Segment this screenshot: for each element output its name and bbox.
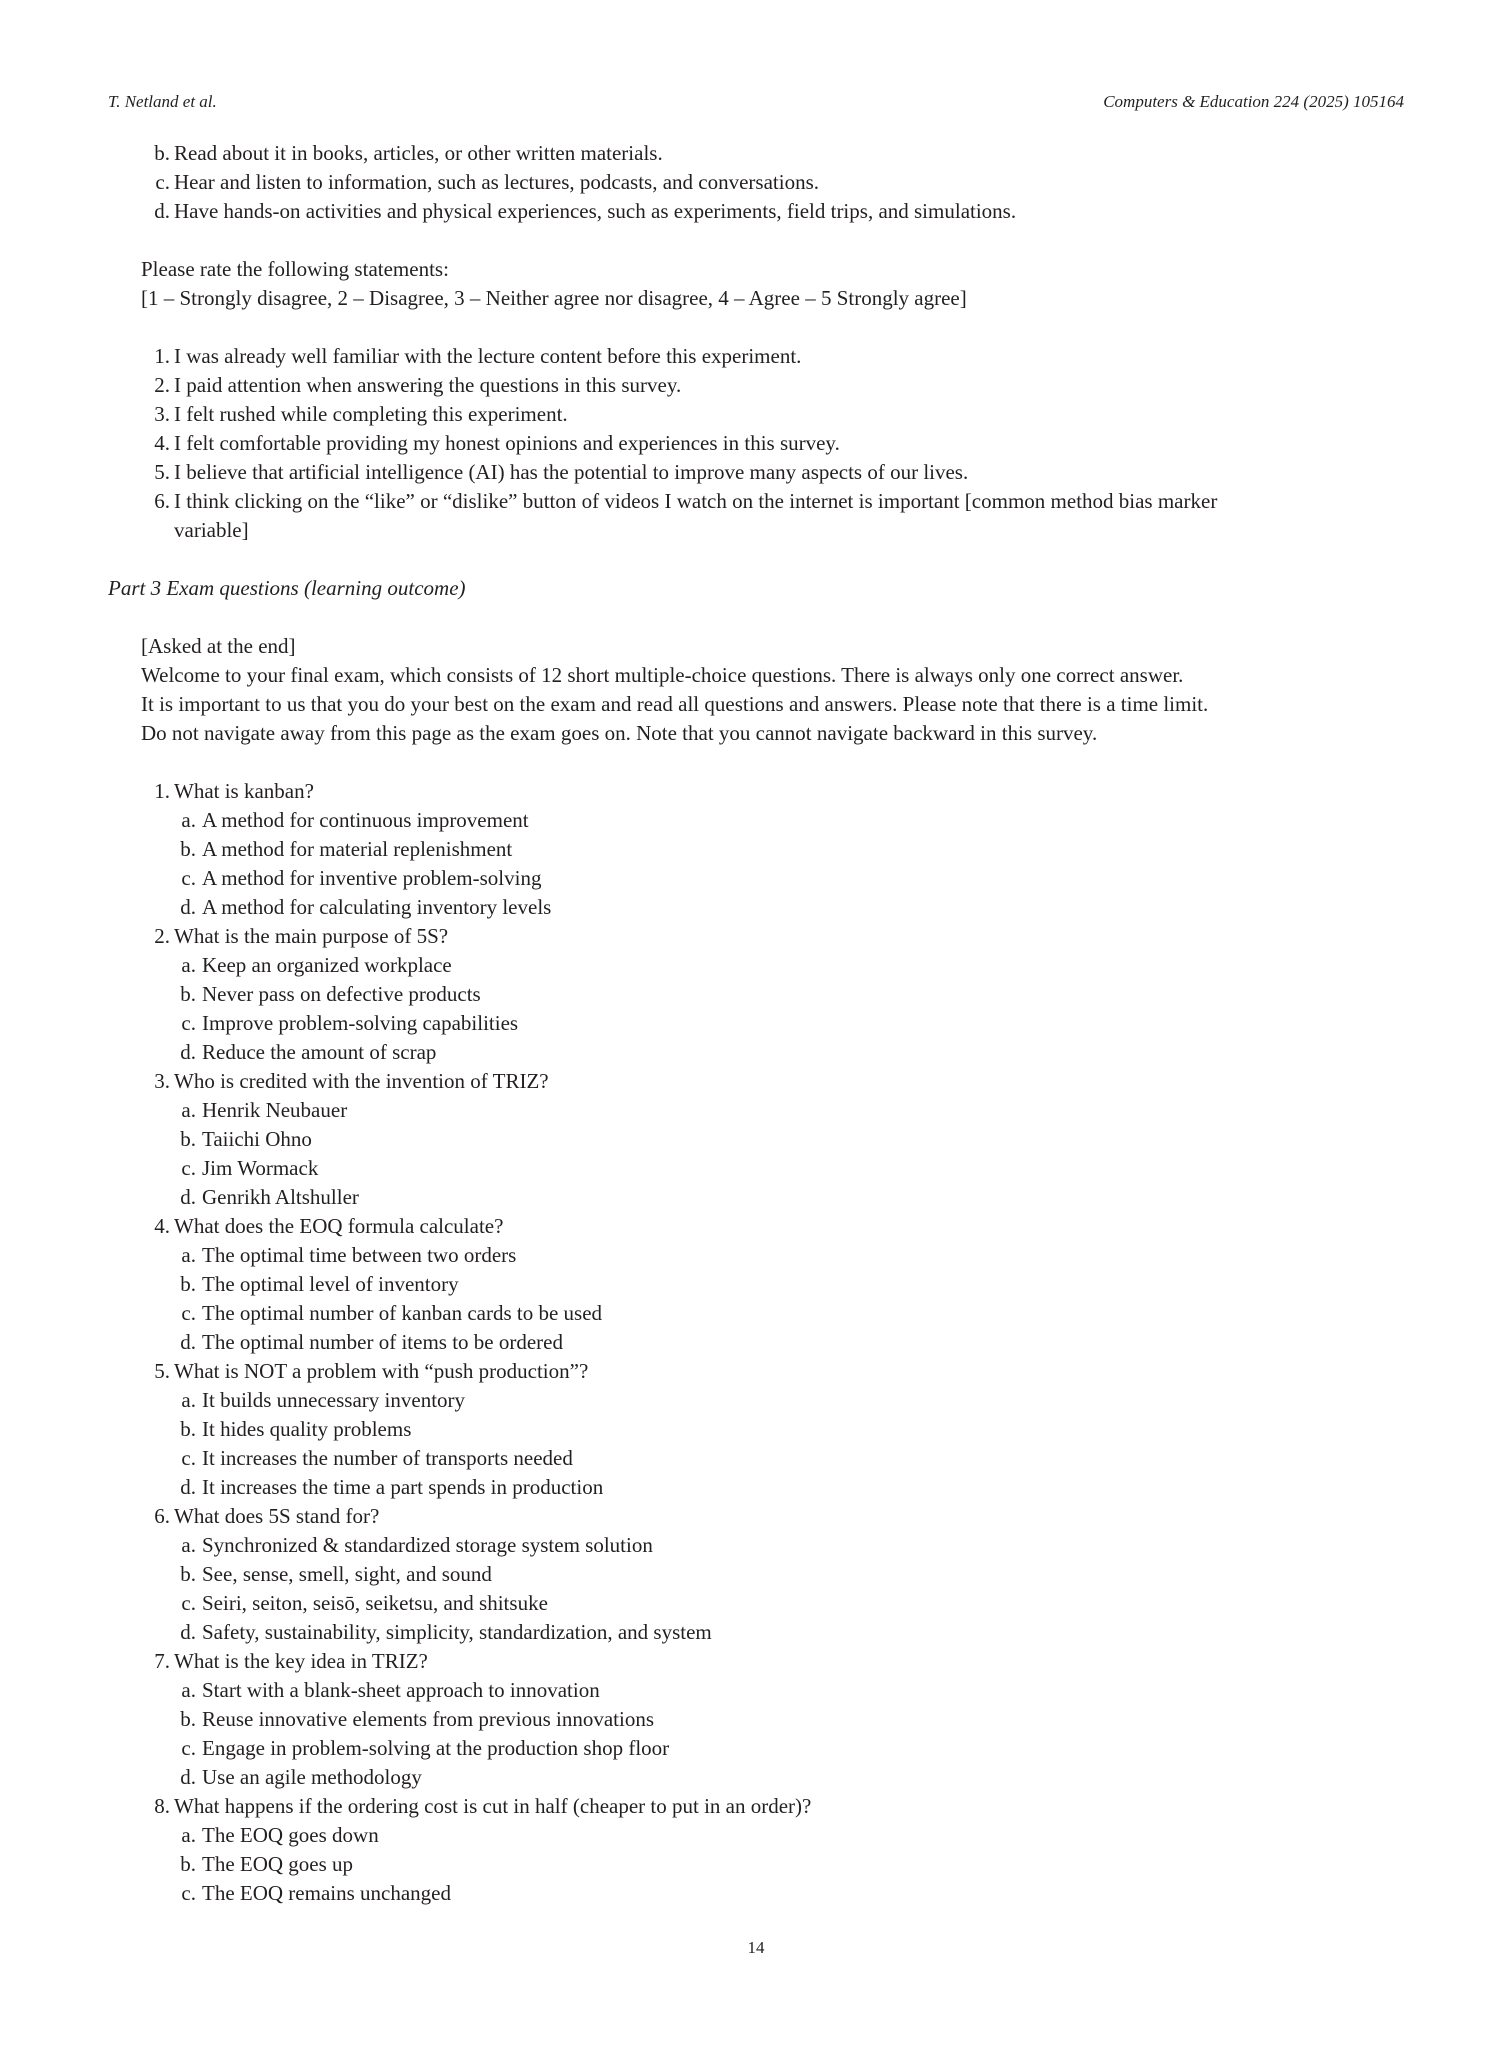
option-letter: b.: [180, 1562, 196, 1586]
answer-option: [0, 1415, 1512, 1444]
option-text: Reduce the amount of scrap: [202, 1040, 437, 1064]
option-letter: c.: [181, 1446, 196, 1470]
page-number: 14: [747, 1938, 765, 1957]
option-text: A method for material replenishment: [202, 837, 513, 861]
option-text: It hides quality problems: [202, 1417, 412, 1441]
exam-question: [0, 1212, 1512, 1241]
statement-text: I think clicking on the “like” or “dislike” button of videos I watch on the internet is important [common method bias marker: [174, 489, 1218, 513]
list-item: [0, 168, 1512, 197]
statement-text: I felt comfortable providing my honest opinions and experiences in this survey.: [174, 431, 840, 455]
answer-option: [0, 1328, 1512, 1357]
question-number: 2.: [154, 924, 170, 948]
answer-option: [0, 1038, 1512, 1067]
option-text: The optimal number of kanban cards to be used: [202, 1301, 603, 1325]
option-text: Jim Wormack: [202, 1156, 319, 1180]
statement-text: I paid attention when answering the questions in this survey.: [174, 373, 682, 397]
option-text: The optimal time between two orders: [202, 1243, 517, 1267]
option-text: It builds unnecessary inventory: [202, 1388, 466, 1412]
option-text: A method for continuous improvement: [202, 808, 529, 832]
option-letter: d.: [180, 1040, 196, 1064]
option-letter: a.: [181, 808, 196, 832]
answer-option: [0, 1850, 1512, 1879]
option-letter: b.: [180, 837, 196, 861]
list-item: [0, 342, 1512, 371]
option-letter: c.: [181, 1736, 196, 1760]
answer-option: [0, 1705, 1512, 1734]
statement-text-continuation: variable]: [174, 518, 249, 542]
option-letter: c.: [181, 866, 196, 890]
option-text: Start with a blank-sheet approach to innovation: [202, 1678, 600, 1702]
question-text: What is the main purpose of 5S?: [174, 924, 449, 948]
answer-option: [0, 1734, 1512, 1763]
option-text: Never pass on defective products: [202, 982, 481, 1006]
answer-option: [0, 893, 1512, 922]
option-text: It increases the time a part spends in production: [202, 1475, 604, 1499]
statement-number: 1.: [154, 344, 170, 368]
answer-option: [0, 1473, 1512, 1502]
option-text: Engage in problem-solving at the production shop floor: [202, 1736, 670, 1760]
answer-option: [0, 1096, 1512, 1125]
answer-option: [0, 1618, 1512, 1647]
question-text: Who is credited with the invention of TRIZ?: [174, 1069, 549, 1093]
option-letter: c.: [181, 1881, 196, 1905]
option-text: Reuse innovative elements from previous innovations: [202, 1707, 654, 1731]
option-text: Use an agile methodology: [202, 1765, 422, 1789]
option-text: Synchronized & standardized storage system solution: [202, 1533, 653, 1557]
option-letter: a.: [181, 1533, 196, 1557]
question-text: What is kanban?: [174, 779, 314, 803]
rating-statements: [0, 342, 1512, 545]
statement-number: 3.: [154, 402, 170, 426]
option-letter: c.: [181, 1301, 196, 1325]
option-letter: d.: [180, 895, 196, 919]
list-item: [0, 400, 1512, 429]
answer-option: [0, 980, 1512, 1009]
exam-question: [0, 1502, 1512, 1531]
exam-intro-line: Welcome to your final exam, which consists of 12 short multiple-choice questions. There is always only one correct answer.: [141, 663, 1184, 687]
statement-number: 5.: [154, 460, 170, 484]
option-letter: d.: [180, 1185, 196, 1209]
option-letter: c.: [155, 170, 170, 194]
answer-option: [0, 1154, 1512, 1183]
option-letter: c.: [181, 1011, 196, 1035]
question-text: What happens if the ordering cost is cut in half (cheaper to put in an order)?: [174, 1794, 812, 1818]
answer-option: [0, 1821, 1512, 1850]
option-text: Improve problem-solving capabilities: [202, 1011, 519, 1035]
option-letter: a.: [181, 953, 196, 977]
option-text: The EOQ remains unchanged: [202, 1881, 451, 1905]
statement-text: I felt rushed while completing this experiment.: [174, 402, 568, 426]
exam-intro-line: It is important to us that you do your best on the exam and read all questions and answers. Please note that there is a time limit.: [141, 692, 1209, 716]
statement-number: 6.: [154, 489, 170, 513]
exam-intro-line: Do not navigate away from this page as the exam goes on. Note that you cannot navigate backward in this survey.: [141, 721, 1098, 745]
answer-option: [0, 806, 1512, 835]
option-text: Hear and listen to information, such as lectures, podcasts, and conversations.: [174, 170, 819, 194]
answer-option: [0, 1125, 1512, 1154]
list-item: [0, 197, 1512, 226]
option-text: Safety, sustainability, simplicity, standardization, and system: [202, 1620, 712, 1644]
option-letter: d.: [154, 199, 170, 223]
question-text: What is the key idea in TRIZ?: [174, 1649, 428, 1673]
option-text: The EOQ goes down: [202, 1823, 379, 1847]
exam-question: [0, 922, 1512, 951]
answer-option: [0, 1531, 1512, 1560]
option-letter: a.: [181, 1678, 196, 1702]
answer-option: [0, 1299, 1512, 1328]
option-letter: b.: [180, 982, 196, 1006]
answer-option: [0, 1560, 1512, 1589]
option-text: Taiichi Ohno: [202, 1127, 312, 1151]
page-body: [0, 139, 1512, 1908]
option-letter: c.: [181, 1156, 196, 1180]
option-text: Henrik Neubauer: [202, 1098, 348, 1122]
option-text: See, sense, smell, sight, and sound: [202, 1562, 492, 1586]
exam-question: [0, 1357, 1512, 1386]
question-text: What is NOT a problem with “push production”?: [174, 1359, 589, 1383]
list-item: [0, 429, 1512, 458]
exam-question: [0, 777, 1512, 806]
option-letter: b.: [180, 1417, 196, 1441]
option-letter: a.: [181, 1243, 196, 1267]
exam-intro-line: [Asked at the end]: [141, 634, 296, 658]
running-head-authors: T. Netland et al.: [108, 92, 217, 111]
option-text: Have hands-on activities and physical experiences, such as experiments, field trips, and simulations.: [174, 199, 1017, 223]
question-text: What does 5S stand for?: [174, 1504, 380, 1528]
answer-option: [0, 1009, 1512, 1038]
question-number: 7.: [154, 1649, 170, 1673]
answer-option: [0, 1241, 1512, 1270]
answer-option: [0, 1270, 1512, 1299]
option-text: Seiri, seiton, seisō, seiketsu, and shitsuke: [202, 1591, 548, 1615]
option-text: The EOQ goes up: [202, 1852, 354, 1876]
option-letter: a.: [181, 1823, 196, 1847]
list-item: [0, 487, 1512, 516]
question-number: 5.: [154, 1359, 170, 1383]
list-item: [0, 458, 1512, 487]
option-letter: a.: [181, 1098, 196, 1122]
exam-question: [0, 1647, 1512, 1676]
answer-option: [0, 864, 1512, 893]
option-letter: a.: [181, 1388, 196, 1412]
answer-option: [0, 835, 1512, 864]
option-text: A method for inventive problem-solving: [202, 866, 542, 890]
rating-scale: [1 – Strongly disagree, 2 – Disagree, 3 – Neither agree nor disagree, 4 – Agree – 5 Strongly agree]: [141, 286, 967, 310]
option-letter: b.: [180, 1127, 196, 1151]
option-letter: b.: [180, 1272, 196, 1296]
answer-option: [0, 1444, 1512, 1473]
option-text: A method for calculating inventory levels: [202, 895, 552, 919]
option-letter: b.: [180, 1852, 196, 1876]
question-text: What does the EOQ formula calculate?: [174, 1214, 504, 1238]
option-letter: d.: [180, 1475, 196, 1499]
question-number: 3.: [154, 1069, 170, 1093]
statement-number: 2.: [154, 373, 170, 397]
question-number: 4.: [154, 1214, 170, 1238]
option-letter: c.: [181, 1591, 196, 1615]
running-head-journal: Computers & Education 224 (2025) 105164: [1103, 92, 1404, 111]
statement-text: I was already well familiar with the lecture content before this experiment.: [174, 344, 802, 368]
exam-question-list: [0, 777, 1512, 1908]
answer-option: [0, 1183, 1512, 1212]
learning-style-options: [0, 139, 1512, 226]
option-text: It increases the number of transports needed: [202, 1446, 573, 1470]
option-text: The optimal level of inventory: [202, 1272, 459, 1296]
option-text: Read about it in books, articles, or other written materials.: [174, 141, 663, 165]
question-number: 6.: [154, 1504, 170, 1528]
option-text: The optimal number of items to be ordered: [202, 1330, 563, 1354]
list-item: [0, 139, 1512, 168]
statement-text: I believe that artificial intelligence (AI) has the potential to improve many aspects of our lives.: [174, 460, 969, 484]
rating-intro: Please rate the following statements:: [141, 257, 449, 281]
answer-option: [0, 1589, 1512, 1618]
answer-option: [0, 1763, 1512, 1792]
option-text: Genrikh Altshuller: [202, 1185, 359, 1209]
question-number: 8.: [154, 1794, 170, 1818]
list-item: [0, 371, 1512, 400]
statement-number: 4.: [154, 431, 170, 455]
option-letter: b.: [154, 141, 170, 165]
answer-option: [0, 1879, 1512, 1908]
section-heading: Part 3 Exam questions (learning outcome): [108, 576, 466, 600]
option-letter: d.: [180, 1765, 196, 1789]
answer-option: [0, 1386, 1512, 1415]
exam-question: [0, 1792, 1512, 1821]
option-letter: d.: [180, 1620, 196, 1644]
option-letter: d.: [180, 1330, 196, 1354]
list-item-continuation: [0, 516, 1512, 545]
question-number: 1.: [154, 779, 170, 803]
option-text: Keep an organized workplace: [202, 953, 452, 977]
answer-option: [0, 951, 1512, 980]
option-letter: b.: [180, 1707, 196, 1731]
exam-question: [0, 1067, 1512, 1096]
answer-option: [0, 1676, 1512, 1705]
